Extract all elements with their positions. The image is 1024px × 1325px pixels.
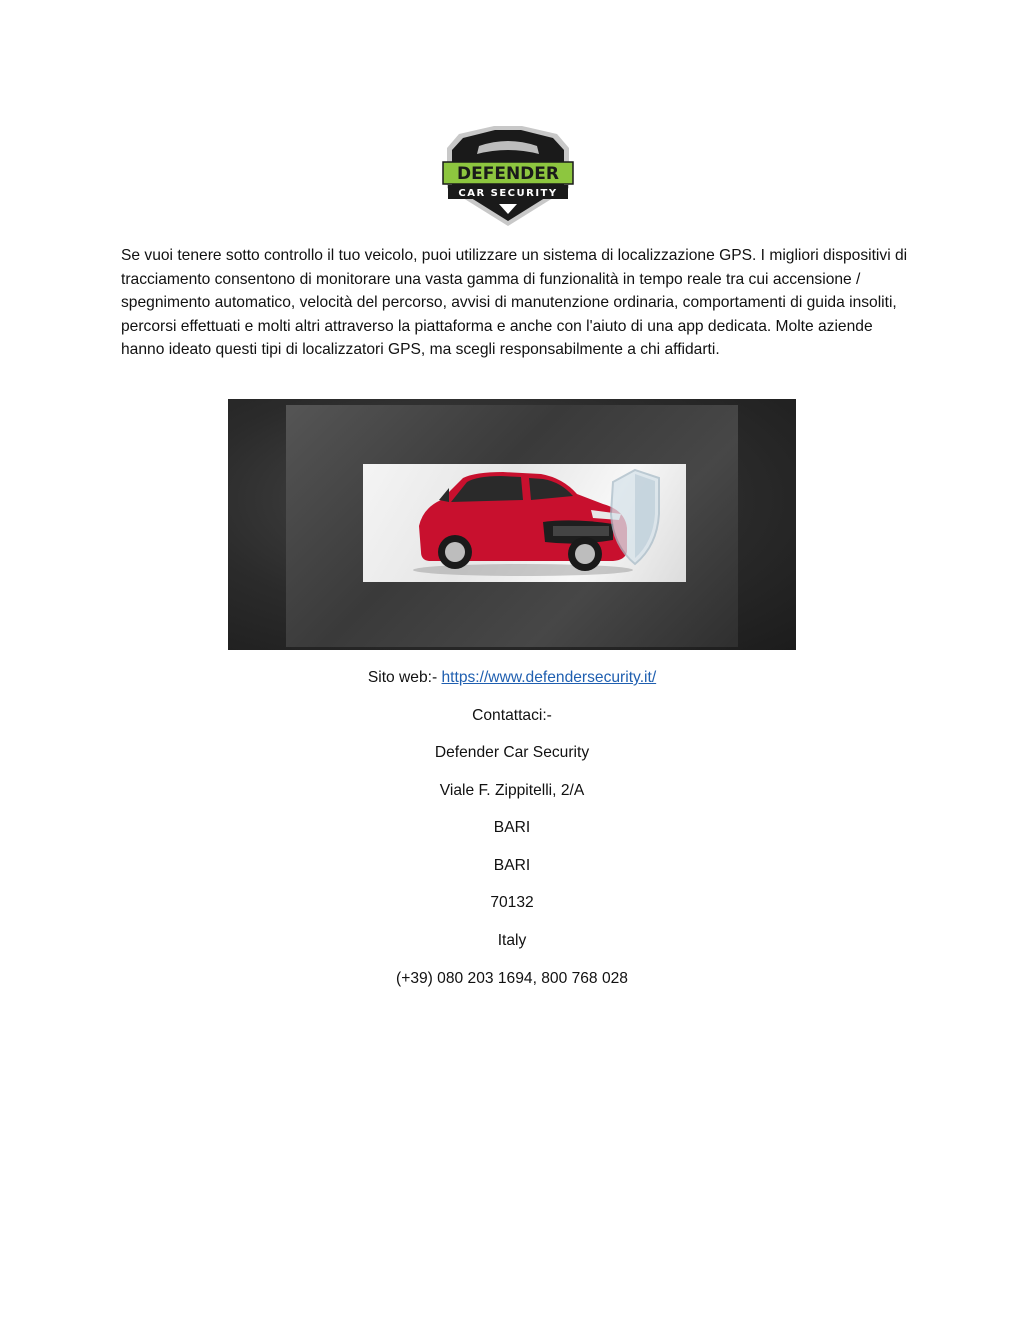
website-line [0, 668, 1024, 688]
postal-code: 70132 [490, 894, 534, 911]
hero-card [363, 464, 686, 582]
logo-line2: CAR SECURITY [458, 188, 558, 199]
province: BARI [493, 857, 531, 874]
website-label: Sito web:- [367, 669, 442, 686]
logo-line1: DEFENDER [457, 164, 559, 184]
country: Italy [497, 932, 527, 949]
contact-heading: Contattaci:- [472, 707, 552, 724]
hero-image [228, 399, 796, 650]
red-car-icon [363, 464, 686, 582]
company-name: Defender Car Security [434, 744, 590, 761]
shield-logo-icon [439, 124, 577, 228]
city: BARI [493, 819, 531, 836]
brand-logo [439, 124, 577, 228]
street-address: Viale F. Zippitelli, 2/A [439, 782, 585, 799]
phone-numbers: (+39) 080 203 1694, 800 768 028 [396, 970, 628, 987]
website-link[interactable]: https://www.defendersecurity.it/ [441, 669, 657, 686]
intro-paragraph: Se vuoi tenere sotto controllo il tuo veicolo, puoi utilizzare un sistema di localizzazione GPS. I migliori dispositivi di tracciamento consentono di monitorare una vasta gamma di funzionalità in tempo reale tra cui accensione / spegnimento automatico, velocità del percorso, avvisi di manutenzione ordinaria, comportamenti di guida insoliti, percorsi effettuati e molti altri attraverso la piattaforma e anche con l'aiuto di una app dedicata. Molte aziende hanno ideato questi tipi di localizzatori GPS, ma scegli responsabilmente a chi affidarti. [121, 247, 908, 359]
